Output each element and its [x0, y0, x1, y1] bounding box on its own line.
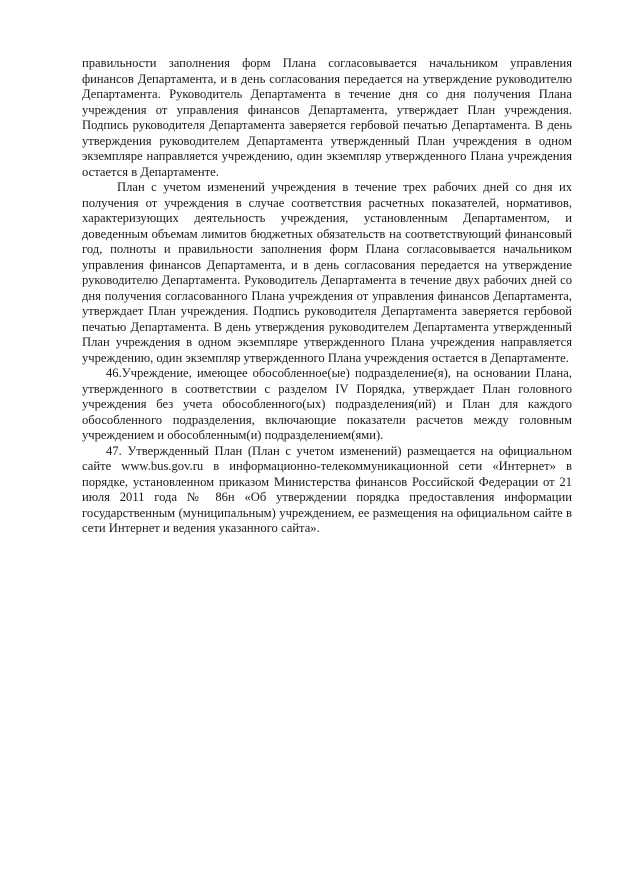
- paragraph-46: 46.Учреждение, имеющее обособленное(ые) подразделение(я), на основании Плана, утвержденного в соответствии с разделом IV Порядка, утверждает План головного учреждения без учета обособленного(ых) подразделения(ий) и План для каждого обособленного подразделения, включающие показатели расчетов между головным учреждением и обособленным(и) подразделением(ями).: [82, 366, 572, 442]
- paragraph-continuation: правильности заполнения форм Плана согласовывается начальником управления финансов Департамента, и в день согласования передается на утверждение руководителю Департамента. Руководитель Департамента в течение дня со дня получения Плана учреждения от управления финансов Департамента, утверждает План учреждения. Подпись руководителя Департамента заверяется гербовой печатью Департамента. В день утверждения руководителем Департамента утвержденный План учреждения в одном экземпляре направляется учреждению, один экземпляр утвержденного Плана учреждения остается в Департаменте.: [82, 56, 572, 179]
- document-body: [82, 56, 572, 537]
- paragraph-47: 47. Утвержденный План (План с учетом изменений) размещается на официальном сайте www.bus.gov.ru в информационно-телекоммуникационной сети «Интернет» в порядке, установленном приказом Министерства финансов Российской Федерации от 21 июля 2011 года № 86н «Об утверждении порядка предоставления информации государственным (муниципальным) учреждением, ее размещения на официальном сайте в сети Интернет и ведения указанного сайта».: [82, 443, 572, 535]
- paragraph-plan-changes: План с учетом изменений учреждения в течение трех рабочих дней со дня их получения от учреждения в случае соответствия расчетных показателей, нормативов, характеризующих деятельность учреждения, установленным Департаментом, и доведенным объемам лимитов бюджетных обязательств на соответствующий финансовый год, полноты и правильности заполнения форм Плана согласовывается начальником управления финансов Департамента, и в день согласования передается на утверждение руководителю Департамента. Руководитель Департамента в течение двух рабочих дней со дня получения согласованного Плана учреждения от управления финансов Департамента, утверждает План учреждения. Подпись руководителя Департамента заверяется гербовой печатью Департамента. В день утверждения руководителем Департамента утвержденный План учреждения в одном экземпляре утвержденного Плана учреждения направляется учреждению, один экземпляр утвержденного Плана учреждения остается в Департаменте.: [82, 180, 572, 365]
